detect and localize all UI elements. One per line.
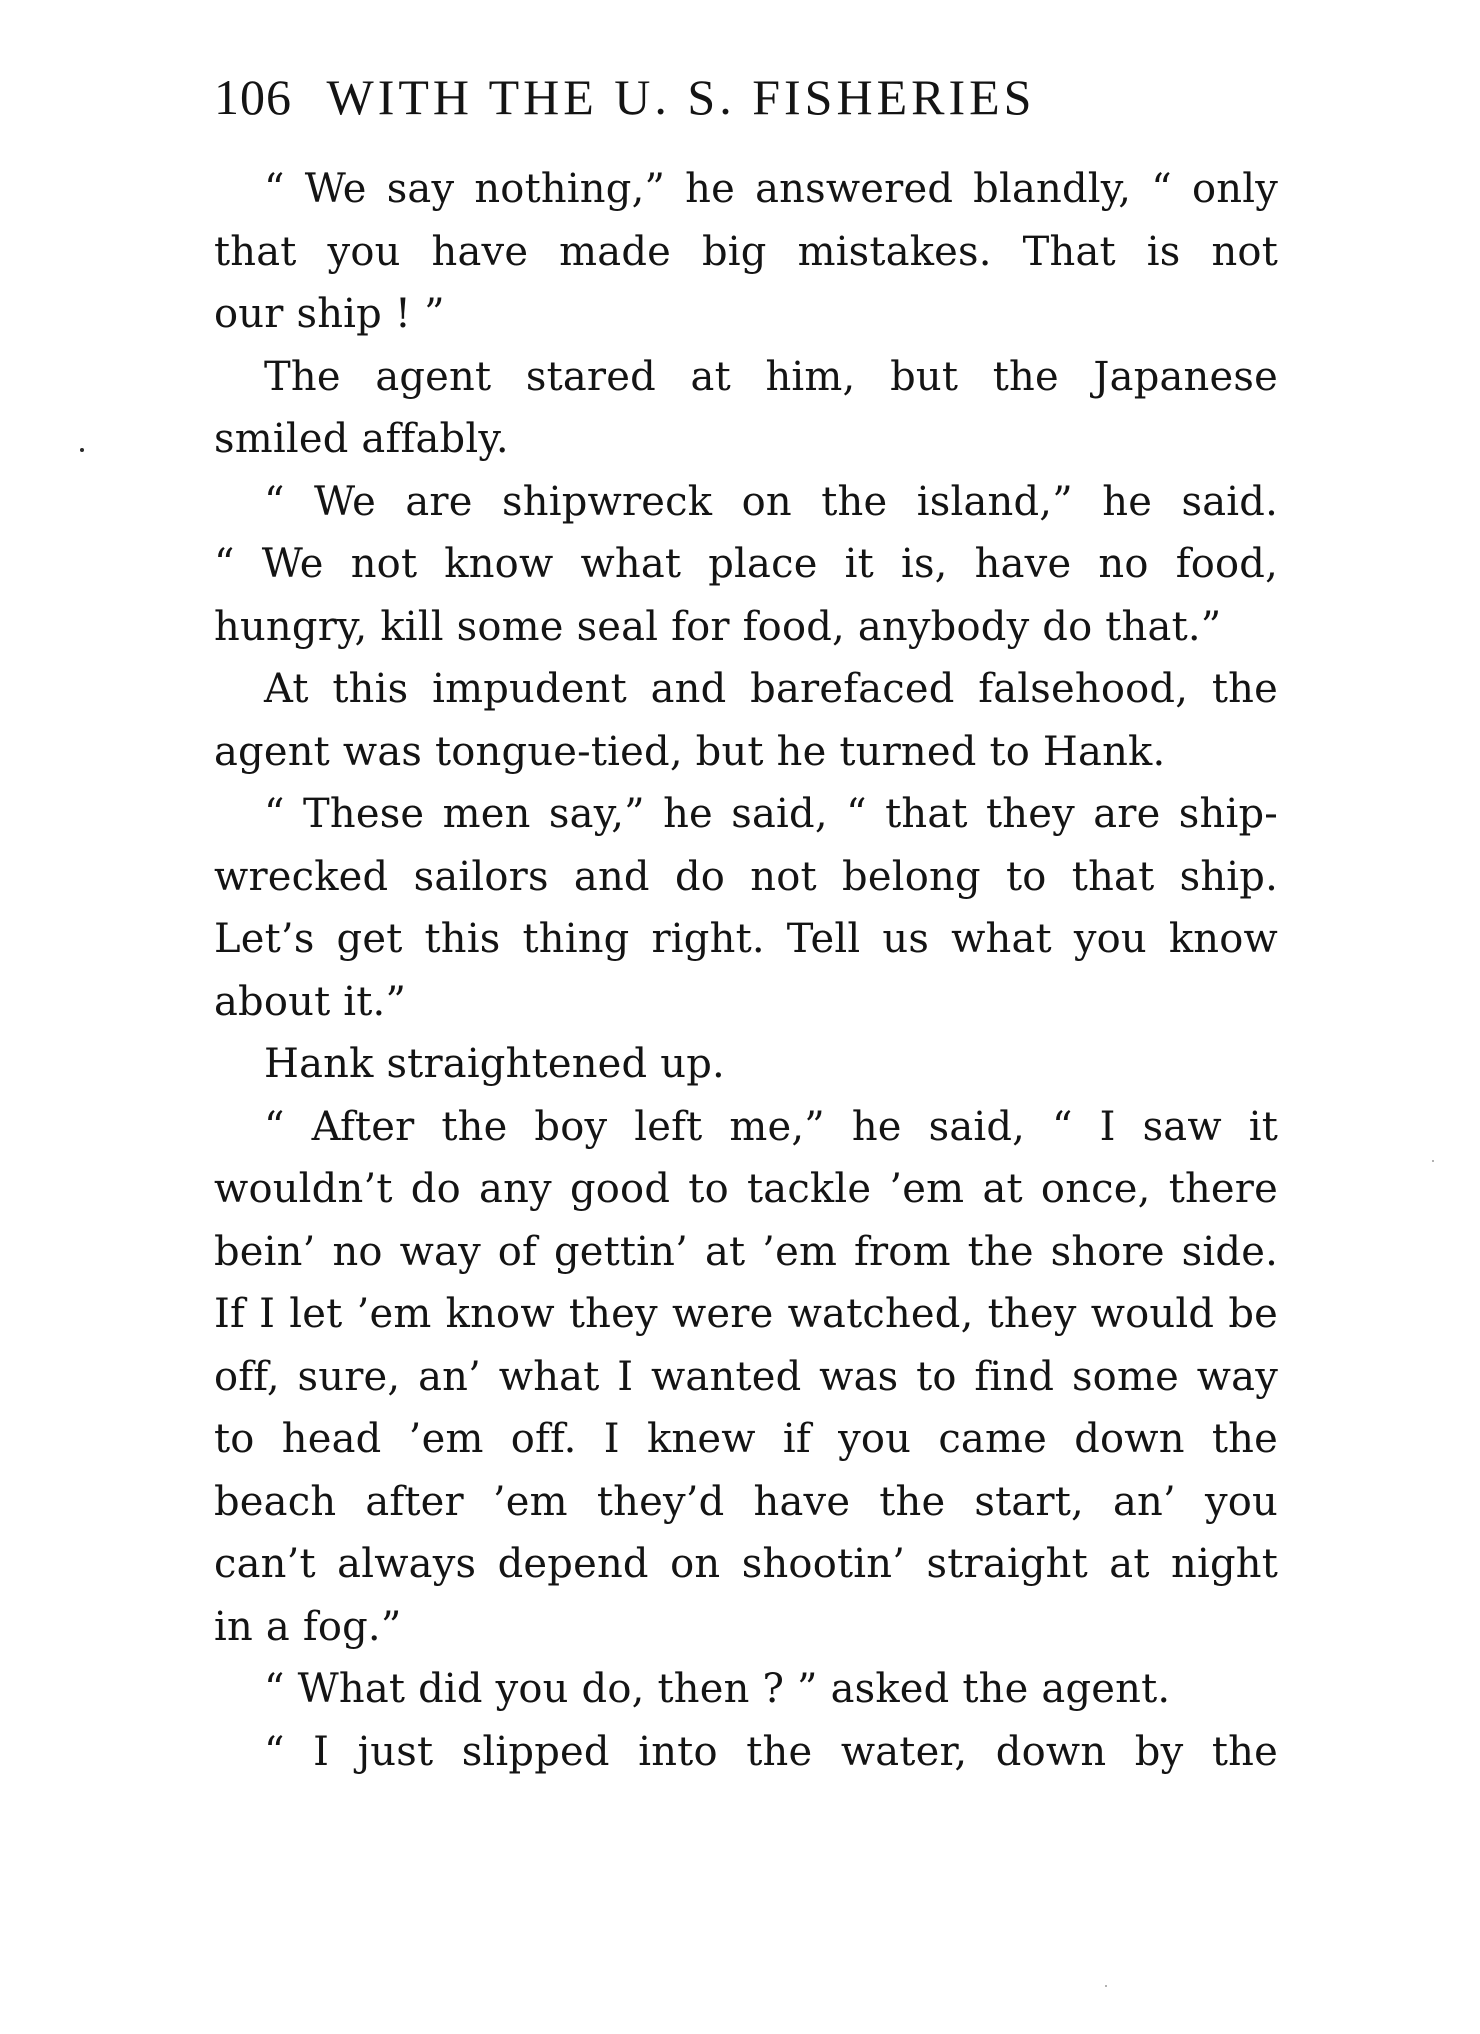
text-line: “ These men say,” he said, “ that they are ship- (264, 791, 1278, 837)
text-line: wrecked sailors and do not belong to that ship. (214, 853, 1278, 900)
text-line: At this impudent and barefaced falsehood, the (264, 666, 1278, 712)
print-speck (80, 448, 84, 452)
text-line: smiled affably. (214, 416, 509, 462)
print-speck (1432, 1160, 1434, 1162)
text-line: can’t always depend on shootin’ straight at night (214, 1541, 1278, 1587)
text-line: “ We say nothing,” he answered blandly, “ only (264, 166, 1278, 212)
text-line: “ I just slipped into the water, down by the (264, 1728, 1278, 1775)
text-line: wouldn’t do any good to tackle ’em at once, there (214, 1166, 1278, 1212)
text-line: “ What did you do, then ? ” asked the agent. (264, 1666, 1171, 1712)
running-head (214, 62, 1278, 132)
text-line: that you have made big mistakes. That is not (214, 228, 1278, 275)
page-number: 106 (214, 69, 292, 125)
text-line: “ We not know what place it is, have no food, (214, 541, 1278, 587)
text-line: in a fog.” (214, 1603, 402, 1650)
text-line: “ We are shipwreck on the island,” he said. (264, 478, 1278, 525)
text-line: Let’s get this thing right. Tell us what you know (214, 916, 1278, 962)
text-line: beach after ’em they’d have the start, an’ you (214, 1478, 1278, 1525)
text-line: Hank straightened up. (264, 1041, 725, 1087)
text-line: off, sure, an’ what I wanted was to find some way (214, 1353, 1278, 1400)
text-line: agent was tongue-tied, but he turned to Hank. (214, 728, 1166, 775)
text-line: The agent stared at him, but the Japanese (264, 353, 1278, 400)
text-line: our ship ! ” (214, 291, 445, 337)
running-title: WITH THE U. S. FISHERIES (326, 69, 1036, 125)
text-line: bein’ no way of gettin’ at ’em from the shore side. (214, 1228, 1278, 1275)
text-line: to head ’em off. I knew if you came down the (214, 1416, 1278, 1462)
text-line: hungry, kill some seal for food, anybody do that.” (214, 603, 1222, 650)
print-speck (1105, 1985, 1107, 1987)
text-line: “ After the boy left me,” he said, “ I saw it (264, 1103, 1278, 1150)
body-text (214, 158, 1278, 1783)
text-line: If I let ’em know they were watched, they would be (214, 1291, 1278, 1337)
text-line: about it.” (214, 978, 407, 1025)
